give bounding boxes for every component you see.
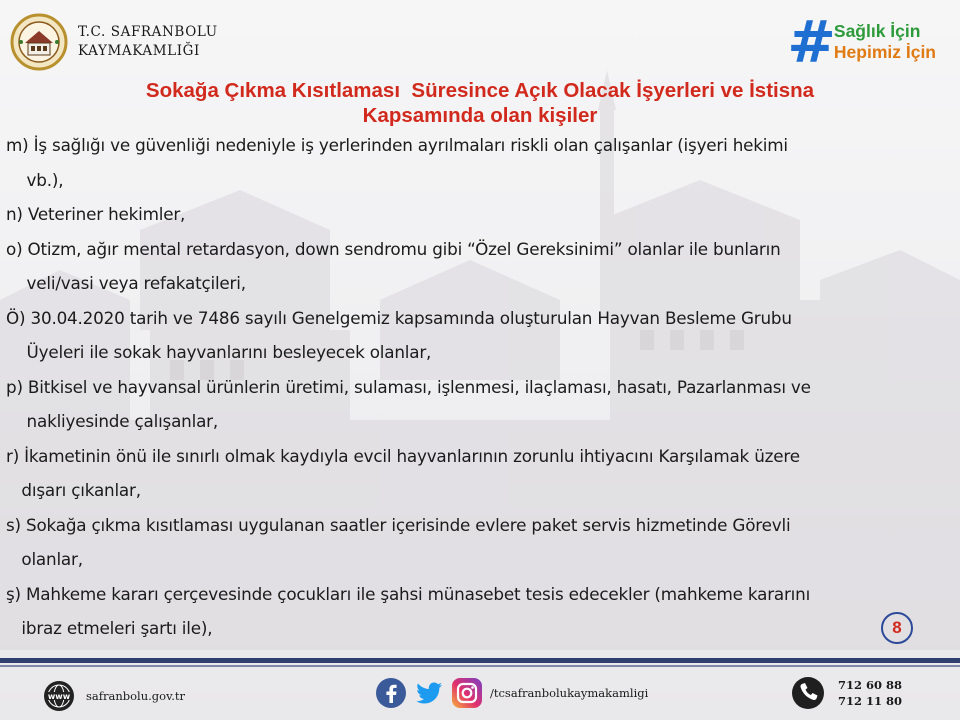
list-item-line: n) Veteriner hekimler, — [6, 204, 186, 224]
list-item-line: Ö) 30.04.2020 tarih ve 7486 sayılı Genelgemiz kapsamında oluşturulan Hayvan Besleme Grubu — [6, 307, 792, 328]
list-item-line: nakliyesinde çalışanlar, — [6, 411, 218, 431]
list-item-line: m) İş sağlığı ve güvenliği nedeniyle iş yerlerinden ayrılmaları riskli olan çalışanlar (işyeri hekimi — [6, 135, 788, 155]
social-handle: /tcsafranbolukaymakamligi — [490, 686, 649, 700]
hashtag-line-1: Sağlık İçin — [833, 21, 921, 41]
footer-divider — [0, 658, 960, 663]
list-item-line: ibraz etmeleri şartı ile), — [6, 618, 213, 638]
instagram-icon[interactable] — [450, 676, 484, 710]
footer — [0, 667, 960, 720]
hashtag-line-2: Hepimiz İçin — [833, 42, 936, 62]
phone-number-1: 712 60 88 — [838, 678, 903, 692]
phone-number-2: 712 11 80 — [838, 694, 903, 708]
page-number-badge: 8 — [881, 612, 913, 644]
phone-icon — [790, 675, 826, 711]
list-item — [6, 301, 952, 370]
list-item-line: dışarı çıkanlar, — [6, 480, 141, 500]
page-title — [60, 78, 900, 128]
svg-text:www: www — [47, 692, 71, 701]
social-links — [374, 676, 648, 710]
list-item-line: olanlar, — [6, 549, 83, 569]
list-item — [6, 232, 952, 301]
list-item — [6, 128, 952, 197]
list-item-line: veli/vasi veya refakatçileri, — [6, 273, 246, 293]
phone-contact — [790, 675, 902, 711]
website-link[interactable] — [42, 679, 185, 713]
list-item — [6, 439, 952, 508]
list-item — [6, 577, 952, 646]
list-item-line: vb.), — [6, 169, 64, 190]
list-item-line: r) İkametinin önü ile sınırlı olmak kaydıyla evcil hayvanlarının zorunlu ihtiyacını Karşılamak üzere — [6, 445, 800, 466]
twitter-icon[interactable] — [412, 676, 446, 710]
kaymakamlik-seal-icon — [10, 13, 68, 71]
title-line-2: Kapsamında olan kişiler — [362, 104, 598, 127]
list-item-line: o) Otizm, ağır mental retardasyon, down sendromu gibi “Özel Gereksinimi” olanlar ile bunların — [6, 238, 781, 259]
facebook-icon[interactable] — [374, 676, 408, 710]
website-text: safranbolu.gov.tr — [86, 689, 185, 703]
institution-line-1: T.C. SAFRANBOLU — [78, 24, 218, 40]
hashtag-logo — [787, 8, 936, 76]
title-line-1: Sokağa Çıkma Kısıtlaması Süresince Açık Olacak İşyerleri ve İstisna — [145, 79, 815, 102]
institution-header — [10, 10, 218, 74]
exemption-list — [6, 128, 952, 646]
hashtag-mark: # — [787, 8, 836, 76]
list-item-line: Üyeleri ile sokak hayvanlarını besleyecek olanlar, — [6, 342, 432, 362]
list-item-line: ş) Mahkeme kararı çerçevesinde çocukları ile şahsi münasebet tesis edecekler (mahkeme kararını — [6, 583, 811, 604]
list-item — [6, 508, 952, 577]
list-item — [6, 197, 952, 232]
list-item — [6, 370, 952, 439]
institution-line-2: KAYMAKAMLIĞI — [78, 43, 200, 59]
www-globe-icon — [42, 679, 76, 713]
list-item-line: s) Sokağa çıkma kısıtlaması uygulanan saatler içerisinde evlere paket servis hizmetinde Görevli — [6, 514, 791, 535]
list-item-line: p) Bitkisel ve hayvansal ürünlerin üretimi, sulaması, işlenmesi, ilaçlaması, hasatı, Pazarlanması ve — [6, 376, 811, 397]
